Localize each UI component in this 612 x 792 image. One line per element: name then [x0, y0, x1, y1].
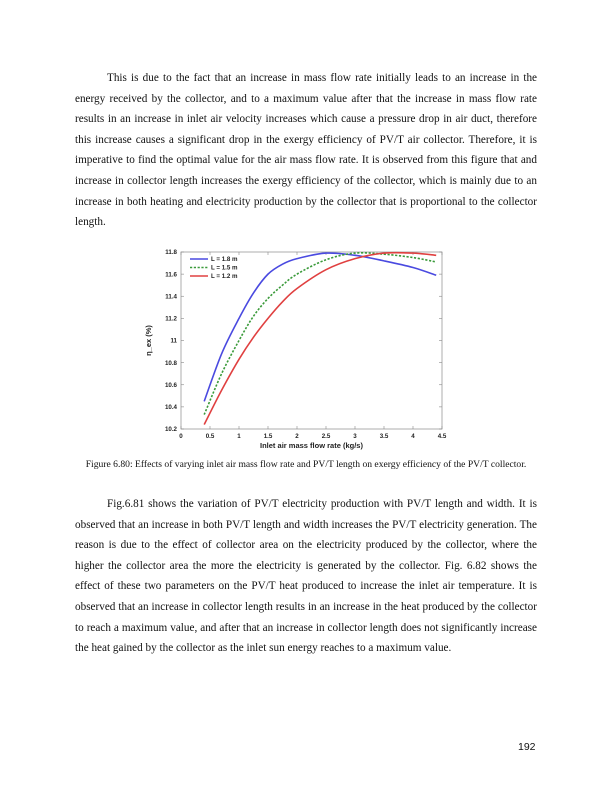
x-tick-label: 0.5 — [205, 433, 215, 440]
legend-label: L = 1.5 m — [211, 264, 238, 272]
x-axis-label: Inlet air mass flow rate (kg/s) — [260, 441, 363, 450]
x-tick-label: 4 — [411, 433, 415, 440]
exergy-efficiency-line-chart — [136, 244, 466, 462]
y-tick-label: 11.4 — [165, 293, 177, 301]
page-number: 192 — [518, 741, 536, 753]
y-tick-label: 10.6 — [164, 381, 177, 389]
x-tick-label: 3 — [353, 433, 357, 440]
x-tick-label: 0 — [179, 433, 183, 440]
paragraph-text: Fig.6.81 shows the variation of PV/T electricity production with PV/T length and width. It is observed that an increase in both PV/T length and width increases the PV/T electricity generation. The reason is due to the effect of collector area on the electricity produced by the collector, where the higher the collector area the more the electricity is generated by the collector. Fig. 6.82 shows the effect of these two parameters on the PV/T heat produced to increase the inlet air temperature. It is observed that an increase in collector length results in an increase in the heat produced by the collector to reach a maximum value, and after that an increase in collector length does not significantly increase the heat gained by the collector as the inlet sun energy reaches to a maximum value. — [75, 498, 537, 655]
y-tick-label: 11.2 — [165, 315, 177, 323]
body-paragraph-1 — [75, 68, 537, 233]
y-tick-label: 10.4 — [164, 404, 177, 412]
legend-label: L = 1.8 m — [211, 256, 238, 264]
x-tick-label: 1.5 — [263, 433, 273, 440]
x-tick-label: 3.5 — [379, 433, 389, 440]
paragraph-text: This is due to the fact that an increase in mass flow rate initially leads to an increase in the energy received by the collector, and to a maximum value after that the increase in mass flow rate results in an increase in inlet air velocity increases which cause a pressure drop in air duct, therefore this increase causes a significant drop in the exergy efficiency of PV/T air collector. Therefore, it is imperative to find the optimal value for the air mass flow rate. It is observed from this figure that and increase in collector length increases the exergy efficiency of the collector, which is mainly due to an increase in both heating and electricity production by the collector that is proportional to the collector length. — [75, 72, 537, 229]
y-tick-label: 11.8 — [165, 249, 177, 257]
x-tick-label: 4.5 — [437, 433, 447, 440]
figure-caption: Figure 6.80: Effects of varying inlet air mass flow rate and PV/T length on exergy efficiency of the PV/T collector. — [85, 459, 527, 470]
x-tick-label: 2 — [295, 433, 299, 440]
body-paragraph-2 — [75, 494, 537, 659]
figure-6-80 — [136, 244, 466, 462]
x-tick-label: 2.5 — [321, 433, 331, 440]
y-tick-label: 10.2 — [164, 426, 177, 434]
x-tick-label: 1 — [237, 433, 241, 440]
y-tick-label: 10.8 — [164, 359, 177, 367]
legend-label: L = 1.2 m — [211, 273, 238, 281]
y-axis-label: η_ex (%) — [144, 325, 153, 356]
y-tick-label: 11 — [170, 337, 177, 345]
y-tick-label: 11.6 — [165, 271, 177, 279]
